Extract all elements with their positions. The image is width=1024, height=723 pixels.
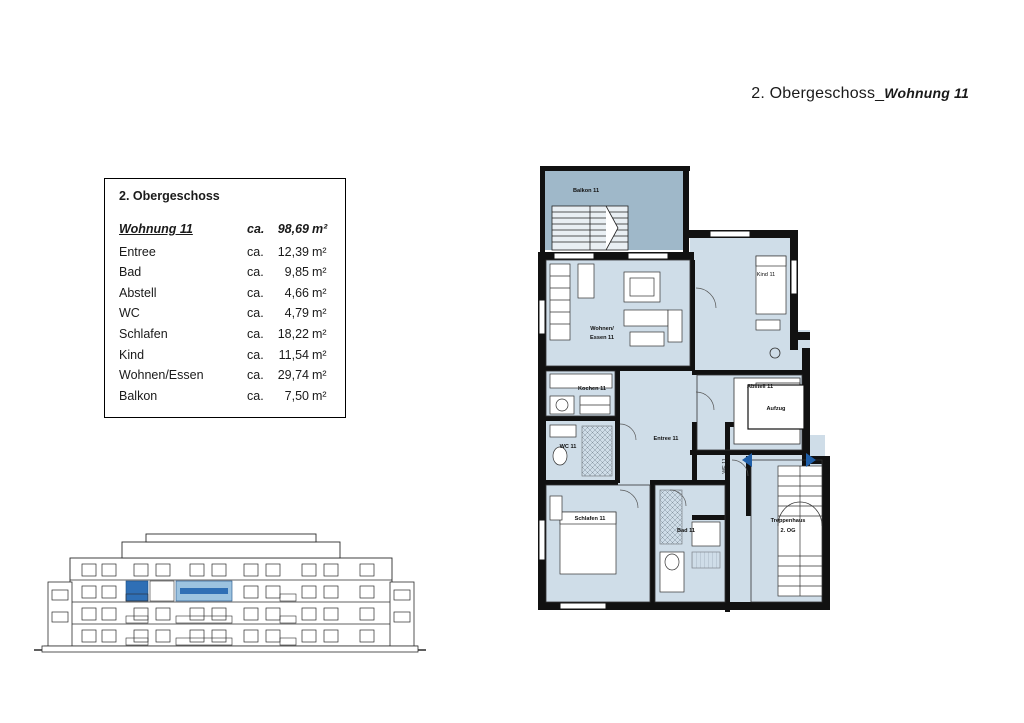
legend-value	[247, 386, 333, 407]
legend-unit: m²	[312, 326, 327, 341]
legend-unit: m²	[312, 244, 327, 259]
legend-unit: m²	[312, 347, 327, 362]
legend-prefix: ca.	[247, 326, 264, 341]
legend-unit-number: 98,69	[277, 222, 309, 236]
floorplan-drawing	[520, 160, 850, 620]
table-row	[119, 324, 333, 345]
room-label-treppenhaus: Treppenhaus	[770, 518, 806, 524]
building-base	[42, 646, 418, 652]
legend-number: 12,39	[277, 244, 309, 259]
room-label-aufzug: Aufzug	[766, 406, 786, 412]
highlighted-unit	[126, 581, 232, 601]
marker-we-11: WE 11	[722, 458, 728, 474]
page-title-main: 2. Obergeschoss_	[751, 85, 885, 102]
legend-prefix: ca.	[247, 368, 264, 383]
room-label-wc: WC 11	[559, 444, 577, 450]
legend-number: 4,79	[284, 306, 309, 321]
room-label-kochen: Kochen 11	[578, 386, 606, 392]
table-row	[119, 345, 333, 366]
table-row	[119, 303, 333, 324]
marker-we-12: WE 12	[826, 458, 832, 474]
legend-prefix: ca.	[247, 265, 264, 280]
legend-value	[247, 324, 333, 345]
legend-row-unit	[119, 219, 333, 240]
legend-label: Abstell	[119, 285, 157, 300]
legend-number: 9,85	[284, 265, 309, 280]
legend-label: WC	[119, 306, 140, 321]
legend-value	[247, 365, 333, 386]
room-label-essen: Essen 11	[590, 335, 614, 341]
legend-label: Balkon	[119, 388, 158, 403]
legend-prefix: ca.	[247, 347, 264, 362]
room-label-schlafen: Schlafen 11	[574, 516, 606, 522]
legend-prefix: ca.	[247, 306, 264, 321]
legend-value	[247, 303, 333, 324]
legend-unit-value	[247, 219, 333, 240]
table-row	[119, 386, 333, 407]
legend-value	[247, 345, 333, 366]
legend-prefix: ca.	[247, 285, 264, 300]
page-title-sub: Wohnung 11	[884, 85, 969, 101]
legend-unit: m²	[312, 306, 327, 321]
room-label-treppenhaus-og: 2. OG	[780, 528, 796, 534]
room-label-wohnen: Wohnen/	[590, 326, 614, 332]
page-title	[751, 85, 969, 103]
balcony-stair	[552, 206, 628, 250]
legend-unit-prefix: ca.	[247, 222, 265, 236]
legend-unit: m²	[312, 265, 327, 280]
legend-unit-unit: m²	[312, 222, 328, 236]
legend-label: Entree	[119, 244, 156, 259]
legend-number: 29,74	[277, 368, 309, 383]
legend-number: 4,66	[284, 285, 309, 300]
table-row	[119, 262, 333, 283]
area-legend-panel	[104, 178, 346, 418]
table-row	[119, 365, 333, 386]
legend-value	[247, 283, 333, 304]
legend-prefix: ca.	[247, 244, 264, 259]
legend-prefix: ca.	[247, 388, 264, 403]
legend-label: Schlafen	[119, 326, 168, 341]
legend-value	[247, 262, 333, 283]
legend-unit: m²	[312, 285, 327, 300]
legend-label: Bad	[119, 265, 142, 280]
room-label-bad: Bad 11	[676, 528, 696, 534]
legend-number: 7,50	[284, 388, 309, 403]
legend-unit-label: Wohnung 11	[119, 222, 193, 236]
legend-heading: 2. Obergeschoss	[119, 189, 220, 203]
room-label-abstell: Abstell 11	[746, 384, 774, 390]
legend-label: Kind	[119, 347, 145, 362]
legend-value	[247, 242, 333, 263]
legend-label: Wohnen/Essen	[119, 368, 204, 383]
room-label-balkon: Balkon 11	[572, 188, 600, 194]
room-label-entree: Entree 11	[653, 436, 679, 442]
room-label-kind: Kind 11	[756, 272, 776, 278]
table-row	[119, 242, 333, 263]
table-row	[119, 283, 333, 304]
legend-number: 18,22	[277, 326, 309, 341]
legend-unit: m²	[312, 388, 327, 403]
building-elevation-drawing	[30, 520, 430, 665]
legend-number: 11,54	[278, 347, 309, 362]
legend-unit: m²	[312, 368, 327, 383]
